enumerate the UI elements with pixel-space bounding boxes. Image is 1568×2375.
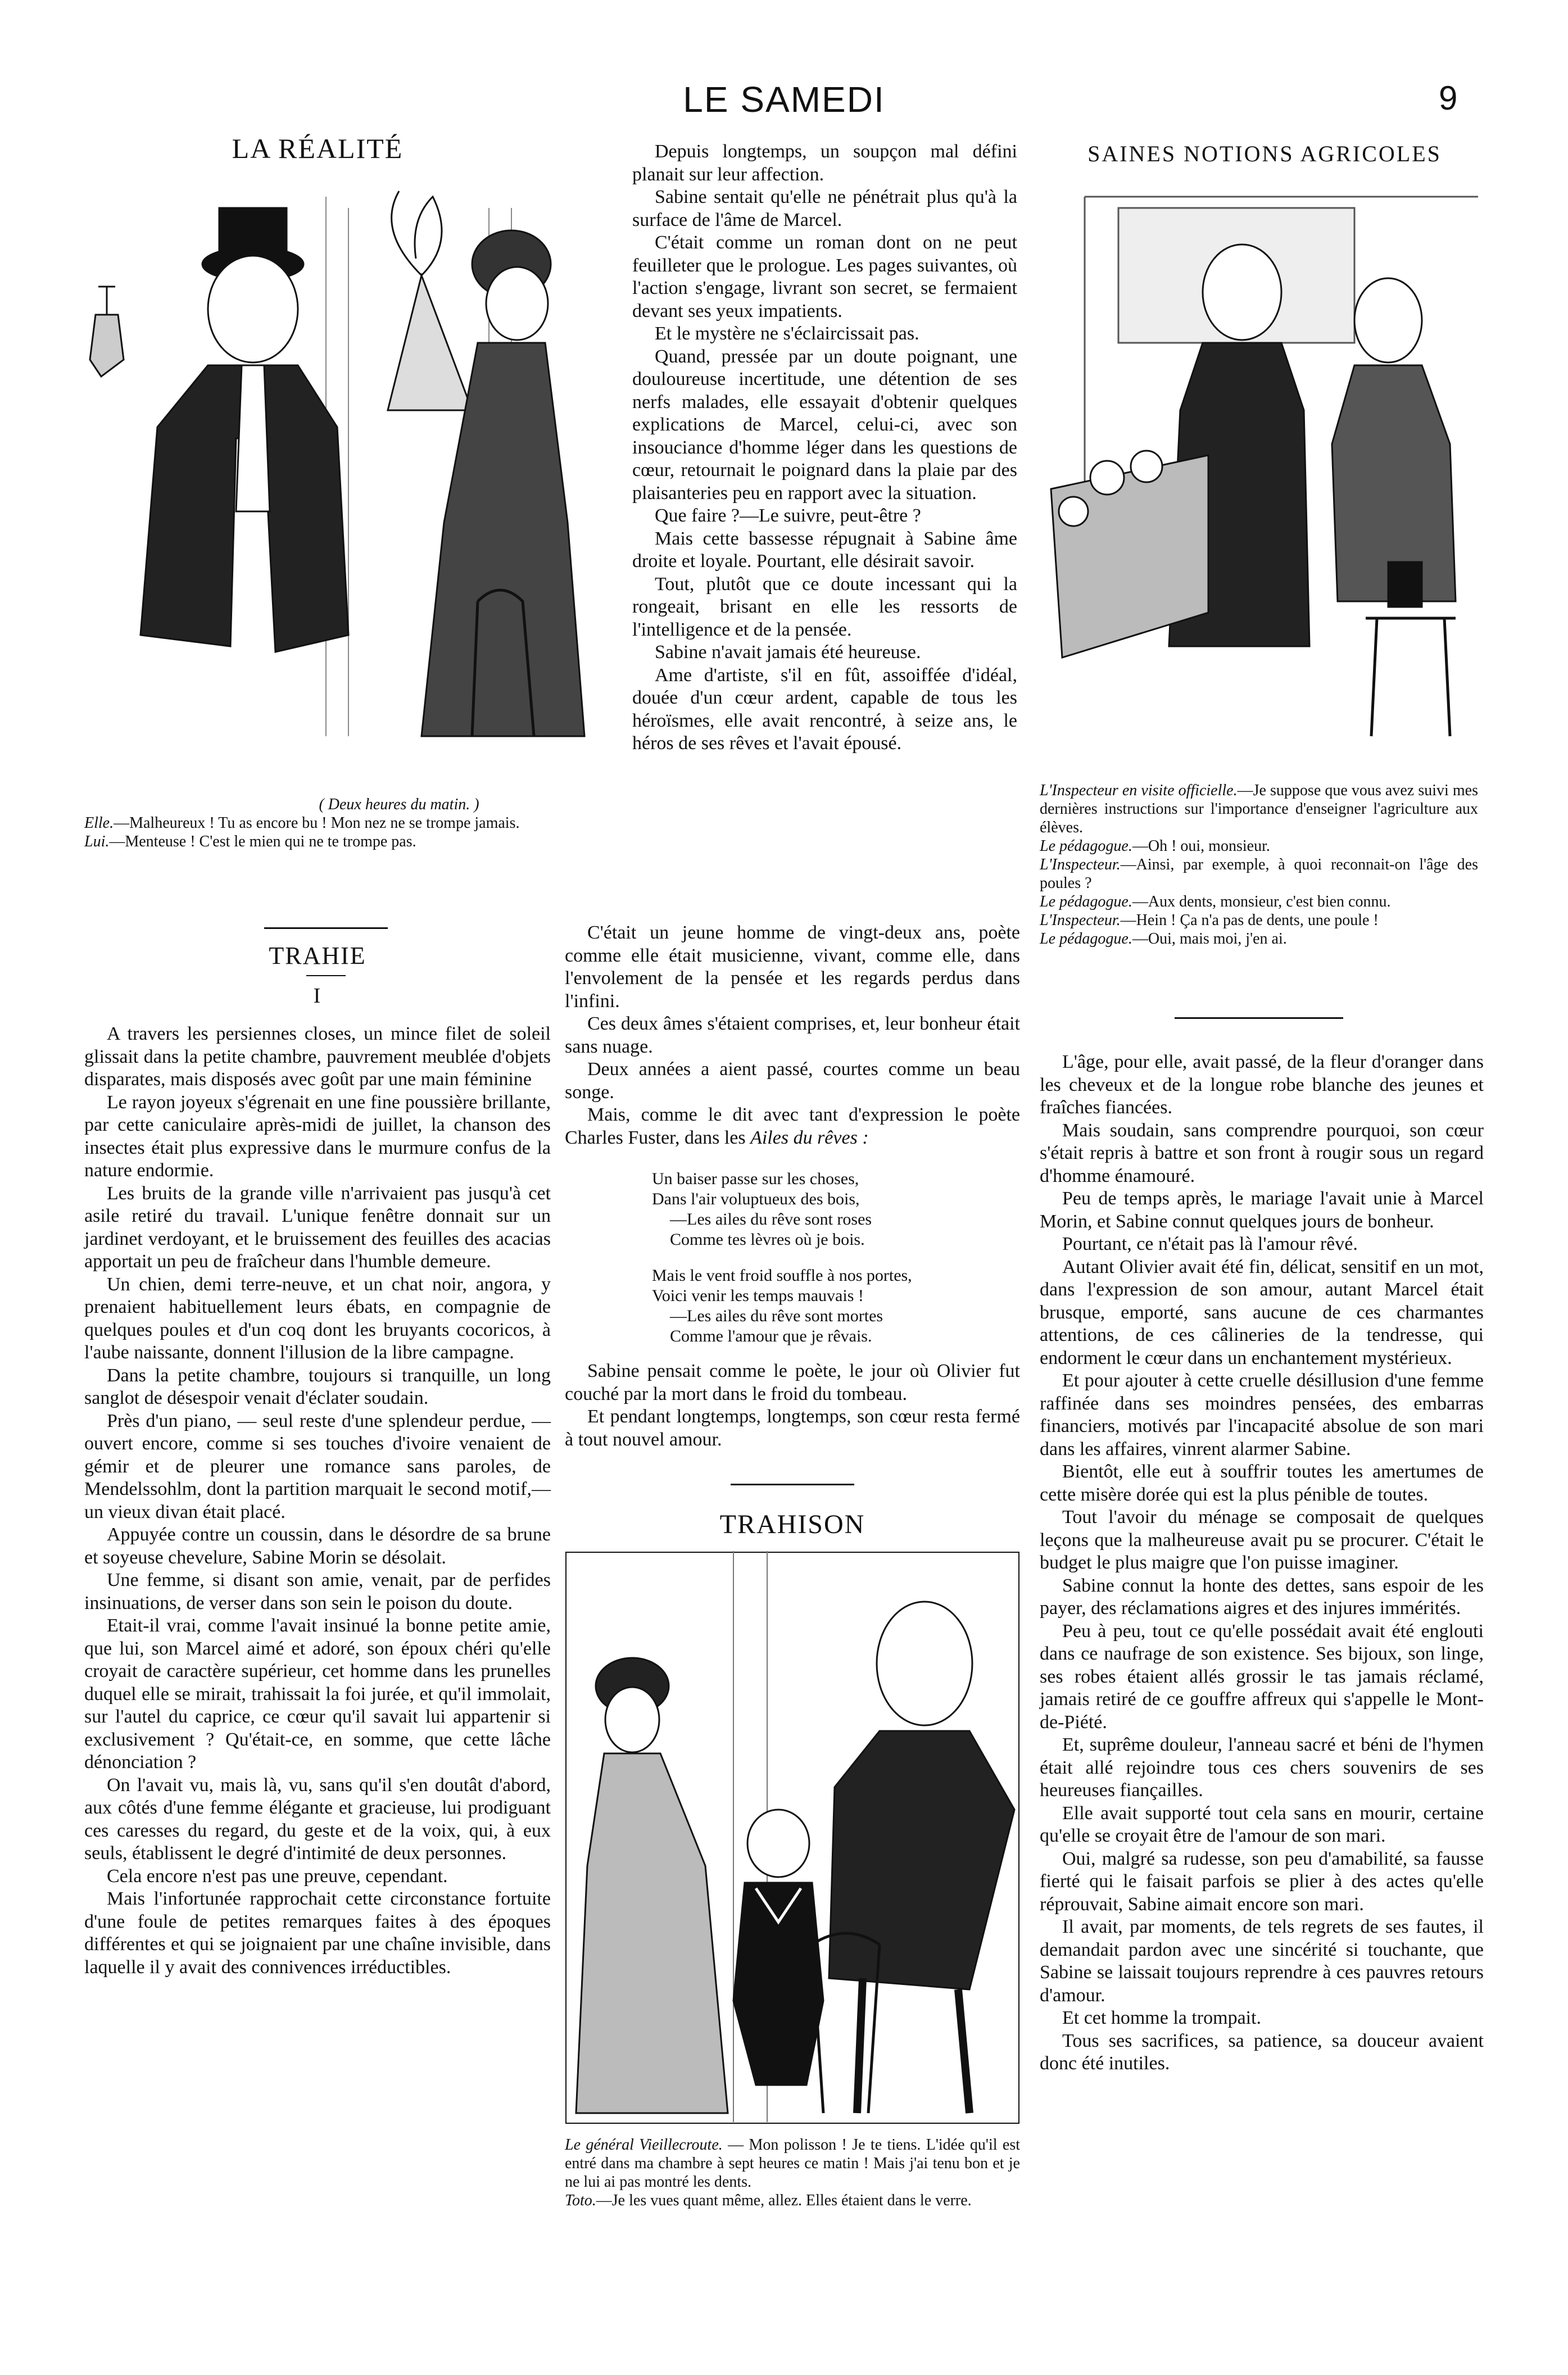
paragraph: Tous ses sacrifices, sa patience, sa douceur avaient donc été inutiles. [1040, 2030, 1484, 2074]
realite-title: LA RÉALITÉ [232, 133, 404, 164]
paragraph: Que faire ?—Le suivre, peut-être ? [655, 505, 921, 526]
poem-line: —Les ailes du rêve sont mortes [670, 1307, 883, 1325]
realite-line-lui: —Menteuse ! C'est le mien qui ne te trompe pas. [109, 833, 416, 850]
saines-speaker: Le pédagogue. [1040, 893, 1132, 910]
paragraph: Elle avait supporté tout cela sans en mourir, certaine qu'elle se croyait être de l'amour de son mari. [1040, 1802, 1484, 1846]
paragraph: Pourtant, ce n'était pas là l'amour rêvé. [1062, 1234, 1358, 1254]
paragraph: Mais cette bassesse répugnait à Sabine âme droite et loyale. Pourtant, elle désirait savoir. [632, 528, 1017, 572]
paragraph: C'était comme un roman dont on ne peut feuilleter que le prologue. Les pages suivantes, où l'action s'engage, livrant son secret, se fermaient devant ses yeux impatients. [632, 232, 1017, 321]
realite-caption-heading: ( Deux heures du matin. ) [319, 796, 479, 813]
paragraph: Et cet homme la trompait. [1062, 2007, 1262, 2028]
paragraph: Sabine sentait qu'elle ne pénétrait plus qu'à la surface de l'âme de Marcel. [632, 187, 1017, 230]
poem-stanza-1 [652, 1169, 1012, 1250]
paragraph: Etait-il vrai, comme l'avait insinué la bonne petite amie, que lui, son Marcel aimé et adoré, son époux chéri qu'elle croyait de caractère supérieur, cet homme dans les prunelles duquel elle se mirait, trahissait la foi jurée, et qu'il immolait, sur l'autel du caprice, ce cœur qu'il savait lui appartenir si exclusivement ? Qu'était-ce, en somme, que cette lâche dénonciation ? [84, 1615, 551, 1773]
trahison-speaker-toto: Toto. [565, 2192, 596, 2209]
saines-speaker: L'Inspecteur. [1040, 912, 1121, 929]
page-number: 9 [1439, 79, 1458, 117]
poem-line: Mais le vent froid souffle à nos portes, [652, 1266, 912, 1285]
trahison-speaker-general: Le général Vieillecroute. [565, 2136, 723, 2154]
paragraph: Et pour ajouter à cette cruelle désillusion d'une femme raffinée dans ses moindres pensées, des embarras financiers, motivés par l'incapacité absolue de son mari dans les affaires, vinrent alarmer Sabine. [1040, 1370, 1484, 1460]
paragraph: Bientôt, elle eut à souffrir toutes les amertumes de cette misère dorée qui est la plus pénible de toutes. [1040, 1461, 1484, 1505]
poem-line: Voici venir les temps mauvais ! [652, 1286, 864, 1305]
trahie-col2-wide [565, 922, 1020, 1149]
fuster-intro: Mais, comme le dit avec tant d'expression le poète Charles Fuster, dans les [565, 1104, 1020, 1148]
poem-line: Comme tes lèvres où je bois. [670, 1230, 865, 1249]
paragraph: Tout, plutôt que ce doute incessant qui la rongeait, brisant en elle les ressorts de l'intelligence et de la pensée. [632, 573, 1017, 640]
saines-line: —Ainsi, par exemple, à quoi reconnait-on l'âge des poules ? [1040, 856, 1478, 892]
paragraph: Appuyée contre un coussin, dans le désordre de sa brune et soyeuse chevelure, Sabine Morin se désolait. [84, 1524, 551, 1568]
poem-stanza-2 [652, 1266, 1012, 1347]
saines-illustration [1040, 174, 1489, 759]
paragraph: Et le mystère ne s'éclaircissait pas. [655, 323, 919, 344]
paragraph: Peu à peu, tout ce qu'elle possédait avait été englouti dans ce naufrage de son existence. Ses bijoux, son linge, ses robes étaient allés grossir le tas jamais réclamé, jamais retiré de ce gouffre affreux qui s'appelle le Mont-de-Piété. [1040, 1620, 1484, 1733]
saines-caption [1040, 781, 1478, 948]
section-divider [731, 1484, 854, 1485]
paragraph: L'âge, pour elle, avait passé, de la fleur d'oranger dans les cheveux et de la longue robe blanche des jeunes et fraîches fiancées. [1040, 1051, 1484, 1118]
paragraph: Mais soudain, sans comprendre pourquoi, son cœur s'était repris à battre et son front à rougir sous un regard d'homme énamouré. [1040, 1119, 1484, 1186]
trahie-col3 [1040, 1051, 1484, 2075]
paragraph: Oui, malgré sa rudesse, son peu d'amabilité, sa fausse fierté qui le faisait parfois se plier à des actes qu'elle réprouvait, Sabine aimait encore son mari. [1040, 1848, 1484, 1915]
trahison-line-toto: —Je les vues quant même, allez. Elles étaient dans le verre. [596, 2192, 972, 2209]
paragraph: Mais l'infortunée rapprochait cette circonstance fortuite d'une foule de petites remarques faites à des époques différentes et qui se joignaient par une chaîne invisible, dans laquelle il y avait des connivences irréductibles. [84, 1888, 551, 1978]
paragraph: Quand, pressée par un doute poignant, une douloureuse incertitude, une détention de ses nerfs malades, elle essayait d'obtenir quelques explications de Marcel, celui-ci, avec son insouciance d'homme léger dans les questions de cœur, retournait le poignard dans la plaie par des plaisanteries peu en rapport avec la situation. [632, 346, 1017, 504]
paragraph: Deux années a aient passé, courtes comme un beau songe. [565, 1059, 1020, 1103]
paragraph: Un chien, demi terre-neuve, et un chat noir, angora, y prenaient habituellement leurs ébats, en compagnie de quelques poules et d'un coq dont les bruyants cocoricos, à l'aube naissante, donnent l'illusion de la libre campagne. [84, 1273, 551, 1363]
paragraph: Depuis longtemps, un soupçon mal défini planait sur leur affection. [632, 141, 1017, 185]
poem-line: —Les ailes du rêve sont roses [670, 1210, 872, 1229]
realite-illustration [84, 174, 590, 759]
trahison-title: TRAHISON [719, 1510, 865, 1539]
trahison-caption [565, 2136, 1020, 2210]
trahie-chapter: I [313, 984, 322, 1008]
saines-line: —Oui, mais moi, j'en ai. [1132, 930, 1287, 948]
paragraph: Sabine pensait comme le poète, le jour où Olivier fut couché par la mort dans le froid du tombeau. [565, 1361, 1020, 1404]
poem-line: Un baiser passe sur les choses, [652, 1170, 859, 1188]
saines-speaker: L'Inspecteur en visite officielle. [1040, 782, 1238, 799]
paragraph: Il avait, par moments, de tels regrets de ses fautes, il demandait pardon avec une sincérité si touchante, que Sabine se laissait toujours reprendre à ces pauvres retours d'amour. [1040, 1916, 1484, 2006]
trahie-col2-after-poem [565, 1360, 1020, 1451]
paragraph: Dans la petite chambre, toujours si tranquille, un long sanglot de désespoir venait d'éclater soudain. [84, 1365, 551, 1408]
trahison-illustration [565, 1551, 1020, 2124]
paragraph: Les bruits de la grande ville n'arrivaient pas jusqu'à cet asile retiré du travail. L'unique fenêtre donnait sur un jardinet verdoyant, et le bruissement des feuilles des acacias apportait un peu de fraîcheur dans l'humble demeure. [84, 1182, 551, 1272]
paragraph: On l'avait vu, mais là, vu, sans qu'il s'en doutât d'abord, aux côtés d'une femme élégante et gracieuse, lui prodiguant ces caresses du regard, du geste et de la voix, qui, à eux seuls, établissent le degré d'intimité de deux personnes. [84, 1774, 551, 1864]
realite-caption [84, 795, 590, 851]
poem-line: Dans l'air voluptueux des bois, [652, 1190, 860, 1208]
saines-line: —Oh ! oui, monsieur. [1132, 837, 1270, 855]
paragraph: Tout l'avoir du ménage se composait de quelques leçons que la malheureuse avait pu se procurer. C'était le budget le plus maigre que l'on puisse imaginer. [1040, 1507, 1484, 1573]
trahison-line-general: — Mon polisson ! Je te tiens. L'idée qu'il est entré dans ma chambre à sept heures ce matin ! Mais j'ai tenu bon et je ne lui ai pas montré les dents. [565, 2136, 1020, 2191]
saines-title: SAINES NOTIONS AGRICOLES [1087, 141, 1442, 166]
trahie-title: TRAHIE [269, 942, 366, 969]
paragraph: Cela encore n'est pas une preuve, cependant. [107, 1865, 448, 1887]
saines-speaker: Le pédagogue. [1040, 930, 1132, 948]
saines-speaker: L'Inspecteur. [1040, 856, 1121, 873]
paragraph: Le rayon joyeux s'égrenait en une fine poussière brillante, par cette caniculaire après-midi de juillet, la chanson des insectes était plus expressive dans le murmure confus de la nature endormie. [84, 1091, 551, 1181]
paragraph: C'était un jeune homme de vingt-deux ans, poète comme elle était musicienne, vivant, comme elle, dans l'envolement de la pensée et les regards perdus dans l'infini. [565, 922, 1020, 1012]
poem-line: Comme l'amour que je rêvais. [670, 1327, 872, 1345]
title-underline [306, 975, 346, 976]
paragraph: Autant Olivier avait été fin, délicat, sensitif en un mot, dans l'expression de son amour, autant Marcel était brusque, emporté, sans aucune de ces charmantes attentions, de ces câlineries de la tendresse, qui endorment le cœur dans un enchantement mystérieux. [1040, 1256, 1484, 1368]
masthead: LE SAMEDI [683, 79, 885, 120]
paragraph: Ame d'artiste, s'il en fût, assoiffée d'idéal, douée d'un cœur ardent, capable de tous les héroïsmes, elle avait rencontré, à seize ans, le héros de ses rêves et l'avait épousé. [632, 664, 1017, 754]
paragraph: A travers les persiennes closes, un mince filet de soleil glissait dans la petite chambre, pauvrement meublée d'objets disparates, mais disposés avec goût par une main féminine [84, 1023, 551, 1090]
paragraph: Près d'un piano, — seul reste d'une splendeur perdue, — ouvert encore, comme si ses touches d'ivoire venaient de gémir et de pleurer une romance sans paroles, de Mendelssohlm, dont la partition marquait le second motif,—un vieux divan était placé. [84, 1410, 551, 1522]
poem [652, 1169, 1012, 1362]
paragraph [565, 1104, 1020, 1149]
trahie-col1 [84, 1023, 551, 1979]
paragraph: Et pendant longtemps, longtemps, son cœur resta fermé à tout nouvel amour. [565, 1406, 1020, 1450]
fuster-book: Ailes du rêves : [750, 1127, 869, 1148]
realite-speaker-elle: Elle. [84, 814, 114, 832]
section-divider [1175, 1017, 1343, 1019]
trahie-col2-top [632, 140, 1017, 755]
paragraph: Ces deux âmes s'étaient comprises, et, leur bonheur était sans nuage. [565, 1013, 1020, 1057]
paragraph: Sabine connut la honte des dettes, sans espoir de les payer, des réclamations aigres et des injures immérités. [1040, 1575, 1484, 1619]
paragraph: Et, suprême douleur, l'anneau sacré et béni de l'hymen était allé rejoindre tous ces chers souvenirs de ses heureuses fiançailles. [1040, 1734, 1484, 1801]
saines-line: —Je suppose que vous avez suivi mes dernières instructions sur l'importance d'enseigner l'agriculture aux élèves. [1040, 782, 1478, 836]
paragraph: Sabine n'avait jamais été heureuse. [655, 642, 921, 663]
paragraph: Peu de temps après, le mariage l'avait unie à Marcel Morin, et Sabine connut quelques jours de bonheur. [1040, 1188, 1484, 1232]
realite-line-elle: —Malheureux ! Tu as encore bu ! Mon nez ne se trompe jamais. [114, 814, 520, 832]
saines-line: —Aux dents, monsieur, c'est bien connu. [1132, 893, 1391, 910]
realite-speaker-lui: Lui. [84, 833, 110, 850]
saines-line: —Hein ! Ça n'a pas de dents, une poule ! [1120, 912, 1379, 929]
paragraph: Une femme, si disant son amie, venait, par de perfides insinuations, de verser dans son sein le poison du doute. [84, 1570, 551, 1613]
section-divider [264, 927, 388, 929]
saines-speaker: Le pédagogue. [1040, 837, 1132, 855]
